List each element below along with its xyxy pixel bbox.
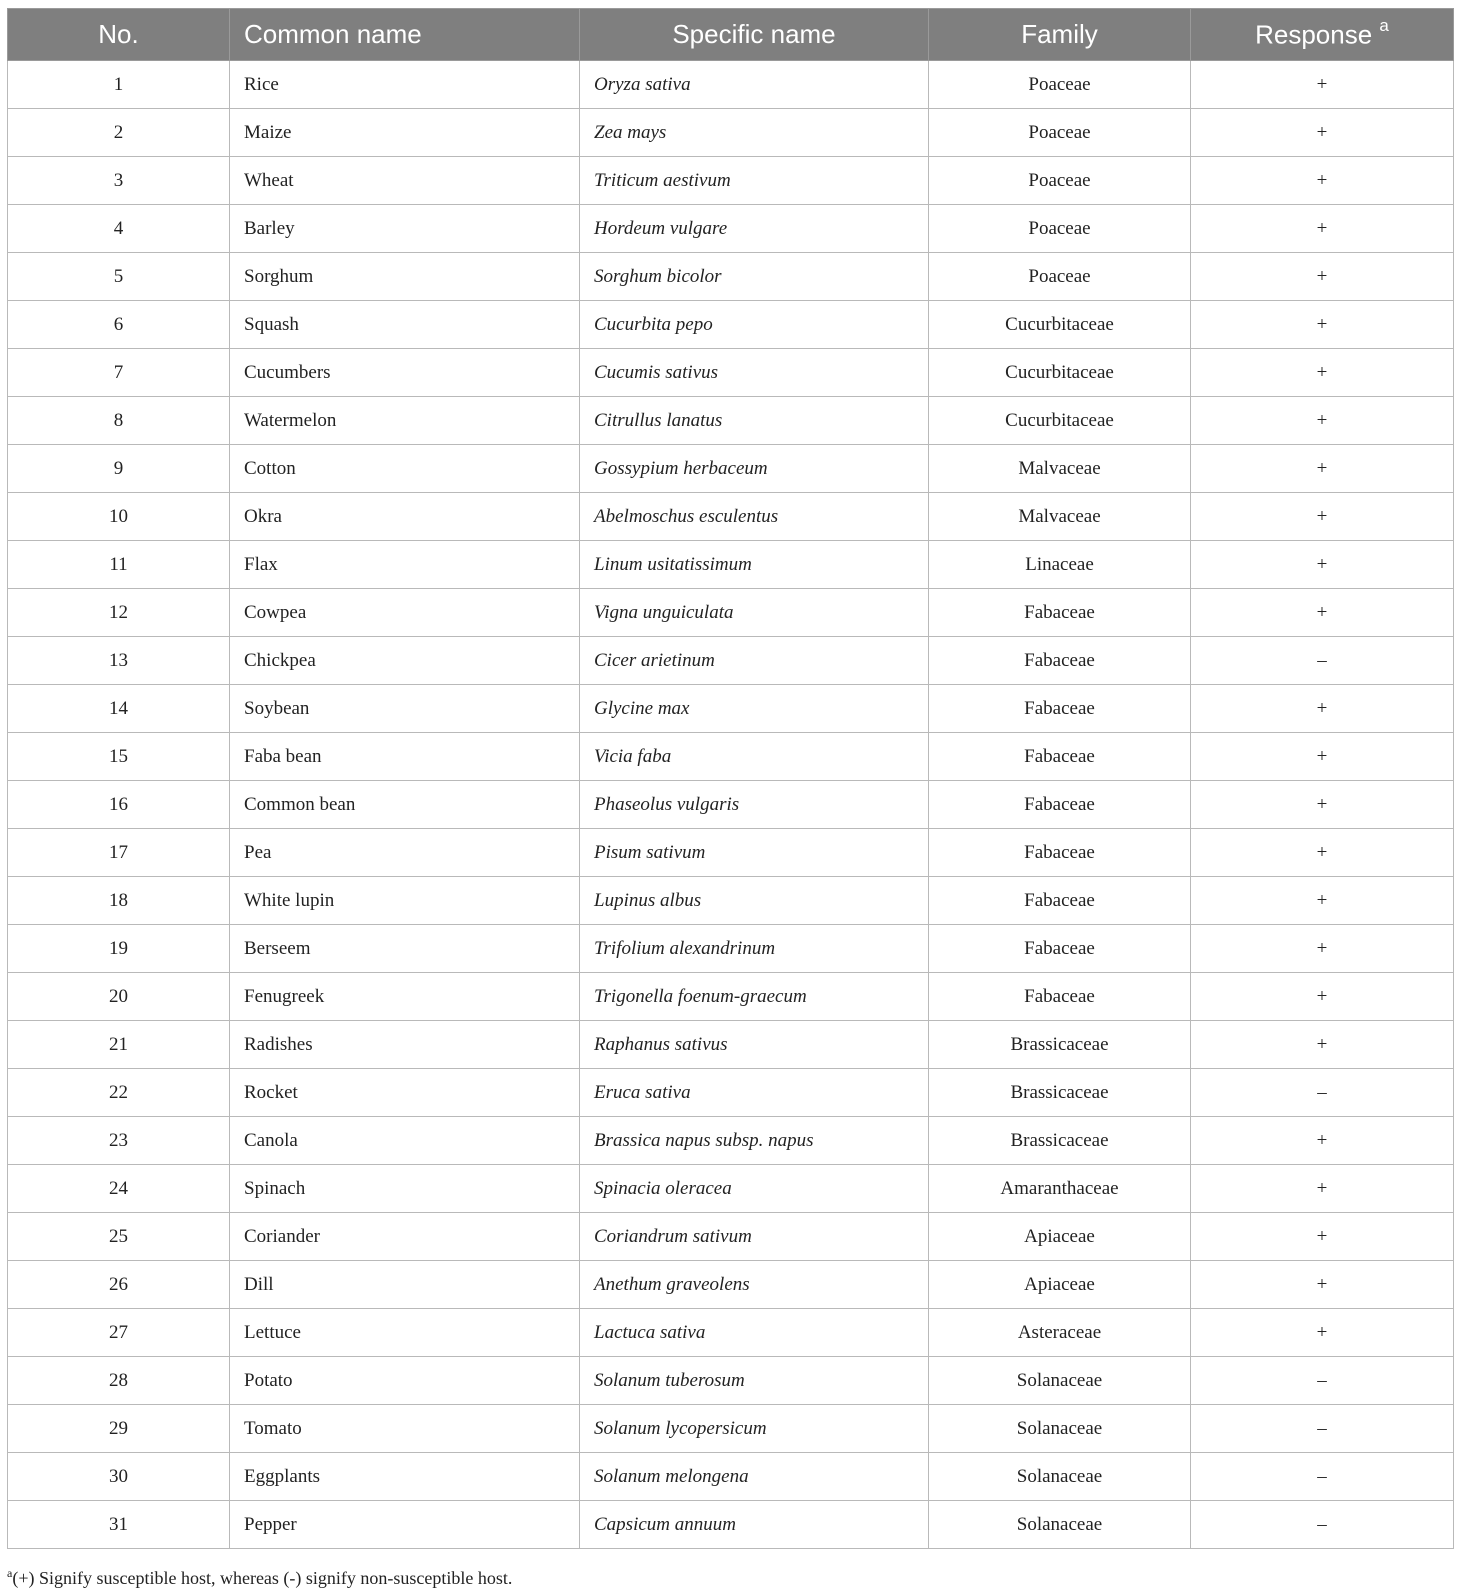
- cell-no: 30: [8, 1453, 230, 1501]
- cell-specific-name: Capsicum annuum: [580, 1501, 929, 1549]
- cell-family: Cucurbitaceae: [929, 349, 1191, 397]
- cell-response: –: [1191, 1357, 1454, 1405]
- cell-response: +: [1191, 301, 1454, 349]
- cell-common-name: Cotton: [230, 445, 580, 493]
- table-row: [8, 349, 1454, 397]
- cell-common-name: Rice: [230, 61, 580, 109]
- host-range-table: [7, 8, 1454, 1549]
- cell-no: 13: [8, 637, 230, 685]
- cell-response: +: [1191, 781, 1454, 829]
- cell-family: Poaceae: [929, 157, 1191, 205]
- cell-common-name: Pea: [230, 829, 580, 877]
- cell-no: 6: [8, 301, 230, 349]
- cell-response: –: [1191, 1453, 1454, 1501]
- table-row: [8, 445, 1454, 493]
- cell-specific-name: Vicia faba: [580, 733, 929, 781]
- cell-common-name: Squash: [230, 301, 580, 349]
- header-response-footnote-marker: a: [1379, 15, 1389, 35]
- cell-specific-name: Trigonella foenum-graecum: [580, 973, 929, 1021]
- cell-common-name: Spinach: [230, 1165, 580, 1213]
- cell-common-name: Eggplants: [230, 1453, 580, 1501]
- cell-specific-name: Cucurbita pepo: [580, 301, 929, 349]
- table-row: [8, 493, 1454, 541]
- cell-common-name: Coriander: [230, 1213, 580, 1261]
- table-row: [8, 589, 1454, 637]
- cell-common-name: Chickpea: [230, 637, 580, 685]
- cell-specific-name: Oryza sativa: [580, 61, 929, 109]
- cell-common-name: Fenugreek: [230, 973, 580, 1021]
- cell-no: 7: [8, 349, 230, 397]
- cell-specific-name: Solanum melongena: [580, 1453, 929, 1501]
- cell-family: Fabaceae: [929, 973, 1191, 1021]
- cell-no: 9: [8, 445, 230, 493]
- cell-no: 26: [8, 1261, 230, 1309]
- cell-response: +: [1191, 157, 1454, 205]
- cell-response: +: [1191, 877, 1454, 925]
- cell-no: 27: [8, 1309, 230, 1357]
- cell-no: 11: [8, 541, 230, 589]
- cell-no: 14: [8, 685, 230, 733]
- cell-family: Brassicaceae: [929, 1021, 1191, 1069]
- cell-common-name: Cucumbers: [230, 349, 580, 397]
- cell-family: Fabaceae: [929, 733, 1191, 781]
- cell-response: +: [1191, 733, 1454, 781]
- cell-no: 5: [8, 253, 230, 301]
- table-row: [8, 1069, 1454, 1117]
- table-row: [8, 781, 1454, 829]
- cell-response: –: [1191, 1501, 1454, 1549]
- cell-family: Poaceae: [929, 109, 1191, 157]
- cell-family: Fabaceae: [929, 829, 1191, 877]
- cell-family: Malvaceae: [929, 445, 1191, 493]
- cell-specific-name: Hordeum vulgare: [580, 205, 929, 253]
- cell-specific-name: Vigna unguiculata: [580, 589, 929, 637]
- cell-no: 17: [8, 829, 230, 877]
- table-row: [8, 685, 1454, 733]
- header-common-name: Common name: [230, 9, 580, 61]
- table-row: [8, 877, 1454, 925]
- header-specific-name: Specific name: [580, 9, 929, 61]
- cell-family: Poaceae: [929, 205, 1191, 253]
- table-row: [8, 205, 1454, 253]
- cell-family: Cucurbitaceae: [929, 397, 1191, 445]
- cell-family: Amaranthaceae: [929, 1165, 1191, 1213]
- cell-common-name: Watermelon: [230, 397, 580, 445]
- cell-family: Linaceae: [929, 541, 1191, 589]
- table-row: [8, 1261, 1454, 1309]
- table-row: [8, 1021, 1454, 1069]
- table-body: [8, 61, 1454, 1549]
- cell-family: Fabaceae: [929, 781, 1191, 829]
- cell-response: +: [1191, 589, 1454, 637]
- cell-family: Fabaceae: [929, 637, 1191, 685]
- cell-no: 10: [8, 493, 230, 541]
- cell-no: 1: [8, 61, 230, 109]
- cell-no: 24: [8, 1165, 230, 1213]
- cell-common-name: Barley: [230, 205, 580, 253]
- cell-response: –: [1191, 637, 1454, 685]
- cell-specific-name: Gossypium herbaceum: [580, 445, 929, 493]
- cell-no: 21: [8, 1021, 230, 1069]
- table-footnote: [7, 1566, 512, 1589]
- cell-common-name: Maize: [230, 109, 580, 157]
- cell-common-name: Okra: [230, 493, 580, 541]
- cell-family: Solanaceae: [929, 1357, 1191, 1405]
- cell-specific-name: Sorghum bicolor: [580, 253, 929, 301]
- cell-specific-name: Coriandrum sativum: [580, 1213, 929, 1261]
- cell-specific-name: Triticum aestivum: [580, 157, 929, 205]
- header-response-label: Response: [1255, 19, 1373, 50]
- cell-no: 8: [8, 397, 230, 445]
- cell-specific-name: Raphanus sativus: [580, 1021, 929, 1069]
- cell-response: +: [1191, 541, 1454, 589]
- cell-specific-name: Lactuca sativa: [580, 1309, 929, 1357]
- cell-response: +: [1191, 1021, 1454, 1069]
- cell-no: 22: [8, 1069, 230, 1117]
- cell-family: Brassicaceae: [929, 1069, 1191, 1117]
- table-row: [8, 1357, 1454, 1405]
- cell-family: Cucurbitaceae: [929, 301, 1191, 349]
- cell-response: +: [1191, 829, 1454, 877]
- cell-specific-name: Trifolium alexandrinum: [580, 925, 929, 973]
- cell-no: 3: [8, 157, 230, 205]
- cell-specific-name: Brassica napus subsp. napus: [580, 1117, 929, 1165]
- cell-specific-name: Spinacia oleracea: [580, 1165, 929, 1213]
- cell-response: +: [1191, 205, 1454, 253]
- table-header: [8, 9, 1454, 61]
- cell-family: Apiaceae: [929, 1261, 1191, 1309]
- cell-family: Apiaceae: [929, 1213, 1191, 1261]
- table-row: [8, 1309, 1454, 1357]
- cell-specific-name: Eruca sativa: [580, 1069, 929, 1117]
- cell-no: 29: [8, 1405, 230, 1453]
- cell-family: Brassicaceae: [929, 1117, 1191, 1165]
- cell-specific-name: Glycine max: [580, 685, 929, 733]
- cell-response: +: [1191, 253, 1454, 301]
- cell-common-name: Common bean: [230, 781, 580, 829]
- cell-family: Poaceae: [929, 253, 1191, 301]
- cell-common-name: Canola: [230, 1117, 580, 1165]
- cell-no: 31: [8, 1501, 230, 1549]
- cell-family: Fabaceae: [929, 589, 1191, 637]
- cell-no: 25: [8, 1213, 230, 1261]
- table-row: [8, 301, 1454, 349]
- table-row: [8, 973, 1454, 1021]
- table-row: [8, 61, 1454, 109]
- cell-specific-name: Linum usitatissimum: [580, 541, 929, 589]
- host-range-table-container: [7, 8, 1453, 1549]
- cell-response: +: [1191, 109, 1454, 157]
- cell-no: 16: [8, 781, 230, 829]
- cell-common-name: Rocket: [230, 1069, 580, 1117]
- cell-family: Fabaceae: [929, 685, 1191, 733]
- header-row: [8, 9, 1454, 61]
- cell-common-name: Lettuce: [230, 1309, 580, 1357]
- cell-common-name: Flax: [230, 541, 580, 589]
- table-row: [8, 829, 1454, 877]
- cell-common-name: Pepper: [230, 1501, 580, 1549]
- table-row: [8, 733, 1454, 781]
- cell-common-name: Cowpea: [230, 589, 580, 637]
- cell-response: +: [1191, 973, 1454, 1021]
- cell-specific-name: Abelmoschus esculentus: [580, 493, 929, 541]
- cell-common-name: Faba bean: [230, 733, 580, 781]
- cell-specific-name: Cucumis sativus: [580, 349, 929, 397]
- cell-response: +: [1191, 349, 1454, 397]
- cell-common-name: White lupin: [230, 877, 580, 925]
- cell-response: –: [1191, 1069, 1454, 1117]
- cell-no: 23: [8, 1117, 230, 1165]
- cell-no: 2: [8, 109, 230, 157]
- cell-family: Fabaceae: [929, 925, 1191, 973]
- cell-common-name: Berseem: [230, 925, 580, 973]
- table-row: [8, 925, 1454, 973]
- cell-common-name: Sorghum: [230, 253, 580, 301]
- table-row: [8, 1453, 1454, 1501]
- cell-family: Fabaceae: [929, 877, 1191, 925]
- cell-family: Asteraceae: [929, 1309, 1191, 1357]
- table-row: [8, 1213, 1454, 1261]
- table-row: [8, 1405, 1454, 1453]
- table-row: [8, 1501, 1454, 1549]
- cell-specific-name: Lupinus albus: [580, 877, 929, 925]
- table-row: [8, 637, 1454, 685]
- cell-no: 19: [8, 925, 230, 973]
- cell-specific-name: Solanum lycopersicum: [580, 1405, 929, 1453]
- cell-specific-name: Anethum graveolens: [580, 1261, 929, 1309]
- cell-response: +: [1191, 1309, 1454, 1357]
- cell-family: Solanaceae: [929, 1405, 1191, 1453]
- cell-response: +: [1191, 925, 1454, 973]
- table-row: [8, 1117, 1454, 1165]
- cell-response: +: [1191, 61, 1454, 109]
- cell-response: +: [1191, 397, 1454, 445]
- header-no: No.: [8, 9, 230, 61]
- cell-response: +: [1191, 1117, 1454, 1165]
- cell-common-name: Tomato: [230, 1405, 580, 1453]
- footnote-marker: a: [7, 1566, 13, 1580]
- cell-specific-name: Solanum tuberosum: [580, 1357, 929, 1405]
- cell-response: +: [1191, 1213, 1454, 1261]
- cell-no: 4: [8, 205, 230, 253]
- cell-response: +: [1191, 1165, 1454, 1213]
- cell-specific-name: Zea mays: [580, 109, 929, 157]
- cell-family: Solanaceae: [929, 1501, 1191, 1549]
- cell-common-name: Soybean: [230, 685, 580, 733]
- cell-common-name: Dill: [230, 1261, 580, 1309]
- table-row: [8, 1165, 1454, 1213]
- table-row: [8, 157, 1454, 205]
- table-row: [8, 253, 1454, 301]
- cell-no: 12: [8, 589, 230, 637]
- table-row: [8, 397, 1454, 445]
- cell-family: Poaceae: [929, 61, 1191, 109]
- cell-family: Solanaceae: [929, 1453, 1191, 1501]
- cell-response: +: [1191, 1261, 1454, 1309]
- header-response: [1191, 9, 1454, 61]
- cell-common-name: Radishes: [230, 1021, 580, 1069]
- cell-specific-name: Cicer arietinum: [580, 637, 929, 685]
- cell-no: 20: [8, 973, 230, 1021]
- table-row: [8, 541, 1454, 589]
- footnote-text: (+) Signify susceptible host, whereas (-) signify non-susceptible host.: [12, 1568, 513, 1588]
- cell-specific-name: Phaseolus vulgaris: [580, 781, 929, 829]
- cell-common-name: Wheat: [230, 157, 580, 205]
- cell-response: +: [1191, 445, 1454, 493]
- cell-no: 15: [8, 733, 230, 781]
- cell-specific-name: Citrullus lanatus: [580, 397, 929, 445]
- cell-specific-name: Pisum sativum: [580, 829, 929, 877]
- header-family: Family: [929, 9, 1191, 61]
- cell-response: +: [1191, 685, 1454, 733]
- cell-no: 18: [8, 877, 230, 925]
- cell-no: 28: [8, 1357, 230, 1405]
- cell-common-name: Potato: [230, 1357, 580, 1405]
- cell-response: –: [1191, 1405, 1454, 1453]
- cell-family: Malvaceae: [929, 493, 1191, 541]
- cell-response: +: [1191, 493, 1454, 541]
- table-row: [8, 109, 1454, 157]
